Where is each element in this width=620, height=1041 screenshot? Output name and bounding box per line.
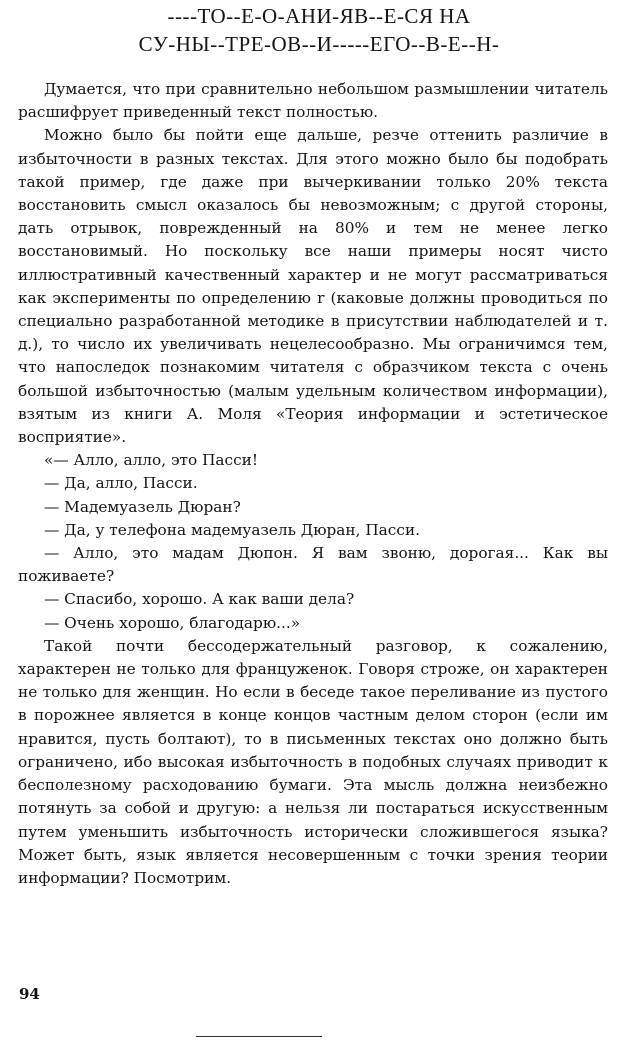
dialogue-line: — Очень хорошо, благодарю...» [44, 613, 301, 632]
paragraph: Думается, что при сравнительно небольшом размышлении читатель расшифрует приведенный текст полностью. [18, 80, 608, 122]
footer-rule [196, 1036, 322, 1037]
paragraph: Можно было бы пойти еще дальше, резче оттенить различие в избыточности в разных текстах. Для этого можно было бы подобрать такой пример, где даже при вычеркивании только 20% текста восстановить смысл оказалось бы невозможным; с другой стороны, дать отрывок, поврежденный на 80% и тем не менее легко восстановимый. Но поскольку все наши примеры носят чисто иллюстративный качественный характер и не могут рассматриваться как эксперименты по определению r (каковые должны проводиться по специально разработанной методике в присутствии наблюдателей и т. д.), то число их увеличивать нецелесообразно. Мы ограничимся тем, что напоследок познакомим читателя с образчиком текста с очень большой избыточностью (малым удельным количеством информации), взятым из книги А. Моля «Теория информации и эстетическое восприятие». [18, 126, 608, 447]
dialogue-line: — Да, алло, Пасси. [44, 474, 198, 493]
page-content [18, 0, 608, 890]
dialogue-line: «— Алло, алло, это Пасси! [44, 451, 258, 470]
paragraph: Такой почти бессодержательный разговор, к сожалению, характерен не только для француженок. Говоря строже, он характерен не только для женщин. Но если в беседе такое переливание из пустого в порожнее является в конце концов частным делом сторон (если им нравится, пусть болтают), то в письменных текстах оно должно быть ограничено, ибо высокая избыточность в подобных случаях приводит к бесполезному расходованию бумаги. Эта мысль должна неизбежно потянуть за собой и другую: а нельзя ли постараться искусственным путем уменьшить избыточность исторически сложившегося языка? Может быть, язык является несовершенным с точки зрения теории информации? Посмотрим. [18, 636, 608, 887]
dialogue-line: — Алло, это мадам Дюпон. Я вам звоню, дорогая... Как вы поживаете? [18, 544, 608, 586]
encoded-heading [18, 2, 608, 58]
body-text [18, 78, 608, 890]
page-number: 94 [19, 985, 40, 1003]
heading-line-1: ----ТО--Е-О-АНИ-ЯВ--Е-СЯ НА [167, 4, 471, 28]
heading-line-2: СУ-НЫ--ТРЕ-ОВ--И-----ЕГО--В-Е--Н- [138, 32, 500, 56]
dialogue-line: — Да, у телефона мадемуазель Дюран, Пасси. [44, 520, 420, 539]
dialogue-line: — Спасибо, хорошо. А как ваши дела? [44, 590, 355, 609]
dialogue-line: — Мадемуазель Дюран? [44, 497, 241, 516]
